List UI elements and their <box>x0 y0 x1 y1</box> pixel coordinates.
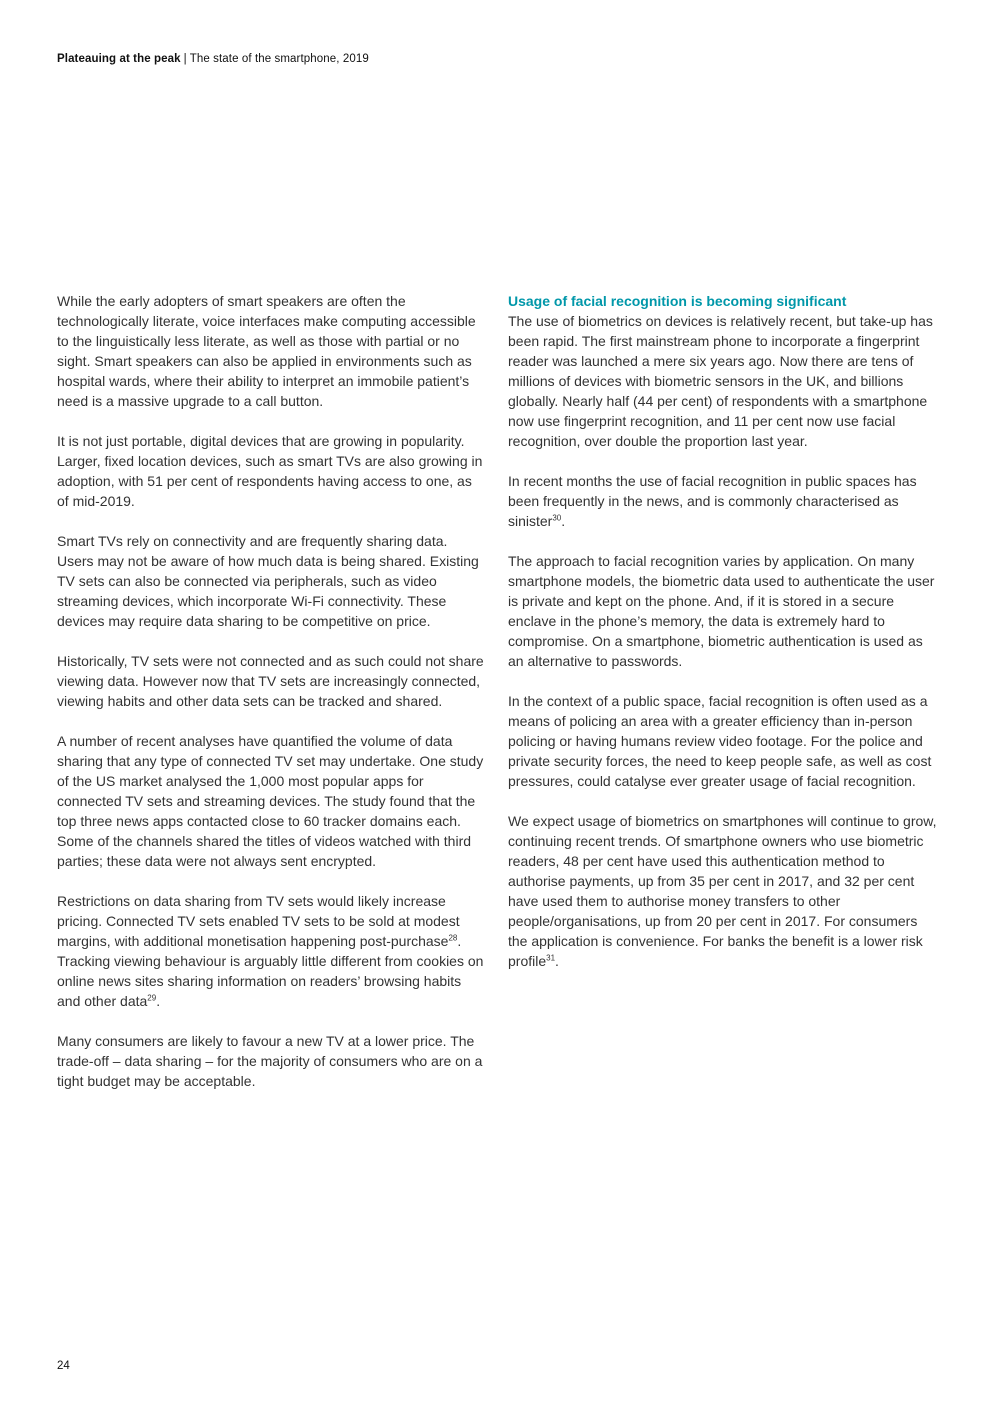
left-column <box>57 291 487 1111</box>
paragraph-text: . <box>561 513 566 529</box>
paragraph-smart-speakers: While the early adopters of smart speakers are often the technologically literate, voice interfaces make computing accessible to the linguistically less literate, as well as those with partial or no sight. Smart speakers can also be applied in environments such as hospital wards, where their ability to interpret an immobile patient’s need is a massive upgrade to a call button. <box>57 293 476 409</box>
paragraph-public-context: In the context of a public space, facial recognition is often used as a means of policing an area with a greater efficiency than in-person policing or having humans review video footage. For the police and private security forces, the need to keep people safe, as well as cost pressures, could catalyse ever greater usage of facial recognition. <box>508 693 932 789</box>
paragraph-text: . <box>156 993 161 1009</box>
report-subtitle: The state of the smartphone, 2019 <box>189 53 369 65</box>
report-title: Plateauing at the peak <box>57 53 181 65</box>
running-header <box>57 53 369 65</box>
right-column <box>508 291 938 991</box>
paragraph-data-sharing-analyses: A number of recent analyses have quantified the volume of data sharing that any type of connected TV set may undertake. One study of the US market analysed the 1,000 most popular apps for connected TV sets and streaming devices. The study found that the top three news apps contacted close to 60 tracker domains each. Some of the channels shared the titles of videos watched with third parties; these data were not always sent encrypted. <box>57 733 484 869</box>
paragraph-restrictions <box>57 891 487 1011</box>
paragraph-approach: The approach to facial recognition varies by application. On many smartphone models, the biometric data used to authenticate the user is private and kept on the phone. And, if it is stored in a secure enclave in the phone’s memory, the data is extremely hard to compromise. On a smartphone, biometric authentication is used as an alternative to passwords. <box>508 553 935 669</box>
paragraph-biometrics-intro: The use of biometrics on devices is relatively recent, but take-up has been rapid. The first mainstream phone to incorporate a fingerprint reader was launched a mere six years ago. Now there are tens of millions of devices with biometric sensors in the UK, and billions globally. Nearly half (44 per cent) of respondents with a smartphone now use fingerprint recognition, and 11 per cent now use facial recognition, over double the proportion last year. <box>508 313 933 449</box>
paragraph-text: We expect usage of biometrics on smartphones will continue to grow, continuing recent trends. Of smartphone owners who use biometric readers, 48 per cent have used this authentication method to authorise payments, up from 35 per cent in 2017, and 32 per cent have used them to authorise money transfers to other people/organisations, up from 20 per cent in 2017. For consumers the application is convenience. For banks the benefit is a lower risk profile <box>508 813 937 969</box>
paragraph-smart-tv-data: Smart TVs rely on connectivity and are frequently sharing data. Users may not be aware of how much data is being shared. Existing TV sets can also be connected via peripherals, such as video streaming devices, which incorporate Wi-Fi connectivity. These devices may require data sharing to be competitive on price. <box>57 533 479 629</box>
paragraph-consumer-tradeoff: Many consumers are likely to favour a new TV at a lower price. The trade-off – data sharing – for the majority of consumers who are on a tight budget may be acceptable. <box>57 1033 483 1089</box>
paragraph-text: In recent months the use of facial recognition in public spaces has been frequently in the news, and is commonly characterised as sinister <box>508 473 917 529</box>
paragraph-public-spaces <box>508 471 938 531</box>
paragraph-smart-tv-adoption: It is not just portable, digital devices that are growing in popularity. Larger, fixed location devices, such as smart TVs are also growing in adoption, with 51 per cent of respondents having access to one, as of mid-2019. <box>57 433 483 509</box>
footnote-ref-30[interactable]: 30 <box>552 513 562 523</box>
paragraph-expectations <box>508 811 938 971</box>
header-separator: | <box>183 53 187 65</box>
footnote-ref-28[interactable]: 28 <box>448 933 458 943</box>
section-heading: Usage of facial recognition is becoming significant <box>508 293 847 309</box>
paragraph-text: . <box>555 953 559 969</box>
paragraph-text: Restrictions on data sharing from TV sets would likely increase pricing. Connected TV sets enabled TV sets to be sold at modest margins, with additional monetisation happening post-purchase <box>57 893 460 949</box>
footnote-ref-31[interactable]: 31 <box>546 953 556 963</box>
paragraph-tv-history: Historically, TV sets were not connected and as such could not share viewing data. However now that TV sets are increasingly connected, viewing habits and other data sets can be tracked and shared. <box>57 653 484 709</box>
paragraph-text: . Tracking viewing behaviour is arguably little different from cookies on online news sites sharing information on readers’ browsing habits and other data <box>57 933 484 1009</box>
footnote-ref-29[interactable]: 29 <box>147 993 157 1003</box>
page-number: 24 <box>57 1360 70 1372</box>
